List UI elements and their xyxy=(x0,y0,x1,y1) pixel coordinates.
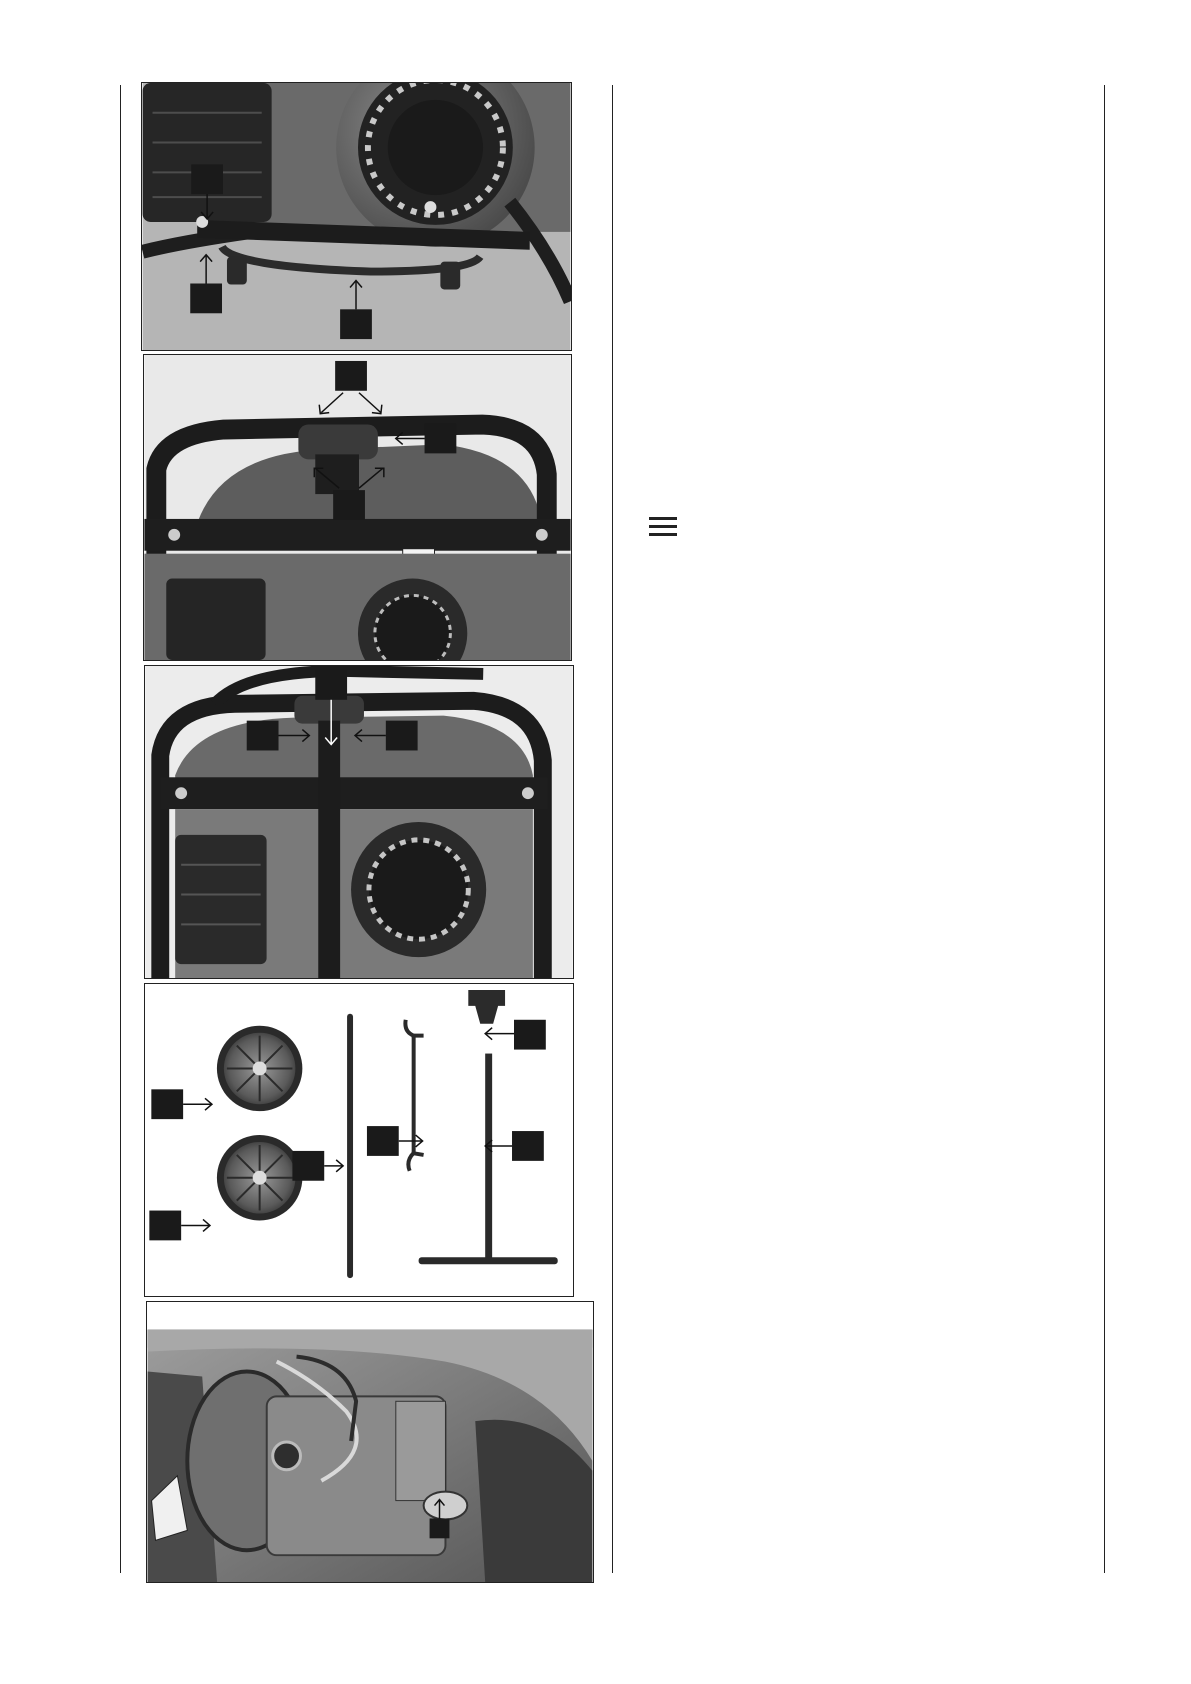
callout-box xyxy=(425,424,457,454)
callout-box xyxy=(292,1151,324,1181)
t-handle-part xyxy=(485,1054,492,1263)
photo-engine-closeup xyxy=(147,1302,593,1582)
callout-box xyxy=(315,670,347,700)
photo-frame-base xyxy=(142,83,571,350)
axle-part xyxy=(347,1014,353,1278)
figure-parts xyxy=(144,983,574,1297)
column-divider-line xyxy=(612,85,613,1573)
callout-box xyxy=(514,1020,546,1050)
wheel-part xyxy=(217,1135,302,1220)
menu-lines-icon xyxy=(649,517,677,537)
callout-box xyxy=(512,1131,544,1161)
photo-handle-front xyxy=(145,666,573,978)
wheel-part xyxy=(217,1026,302,1111)
callout-box xyxy=(333,490,365,520)
callout-box xyxy=(386,721,418,751)
callout-box xyxy=(247,721,279,751)
figure-frame-base xyxy=(141,82,572,351)
figure-handle-top xyxy=(143,354,572,661)
callout-box xyxy=(367,1126,399,1156)
callout-box xyxy=(430,1518,450,1538)
figure-handle-front xyxy=(144,665,574,979)
figure-engine-closeup xyxy=(146,1301,594,1583)
photo-handle-top xyxy=(144,355,571,660)
left-margin-line xyxy=(120,85,121,1573)
callout-box xyxy=(340,309,372,339)
photo-parts xyxy=(145,984,573,1296)
callout-box xyxy=(335,361,367,391)
callout-box xyxy=(151,1089,183,1119)
callout-box xyxy=(190,283,222,313)
callout-box xyxy=(149,1211,181,1241)
callout-box xyxy=(191,164,223,194)
right-margin-line xyxy=(1104,85,1105,1573)
